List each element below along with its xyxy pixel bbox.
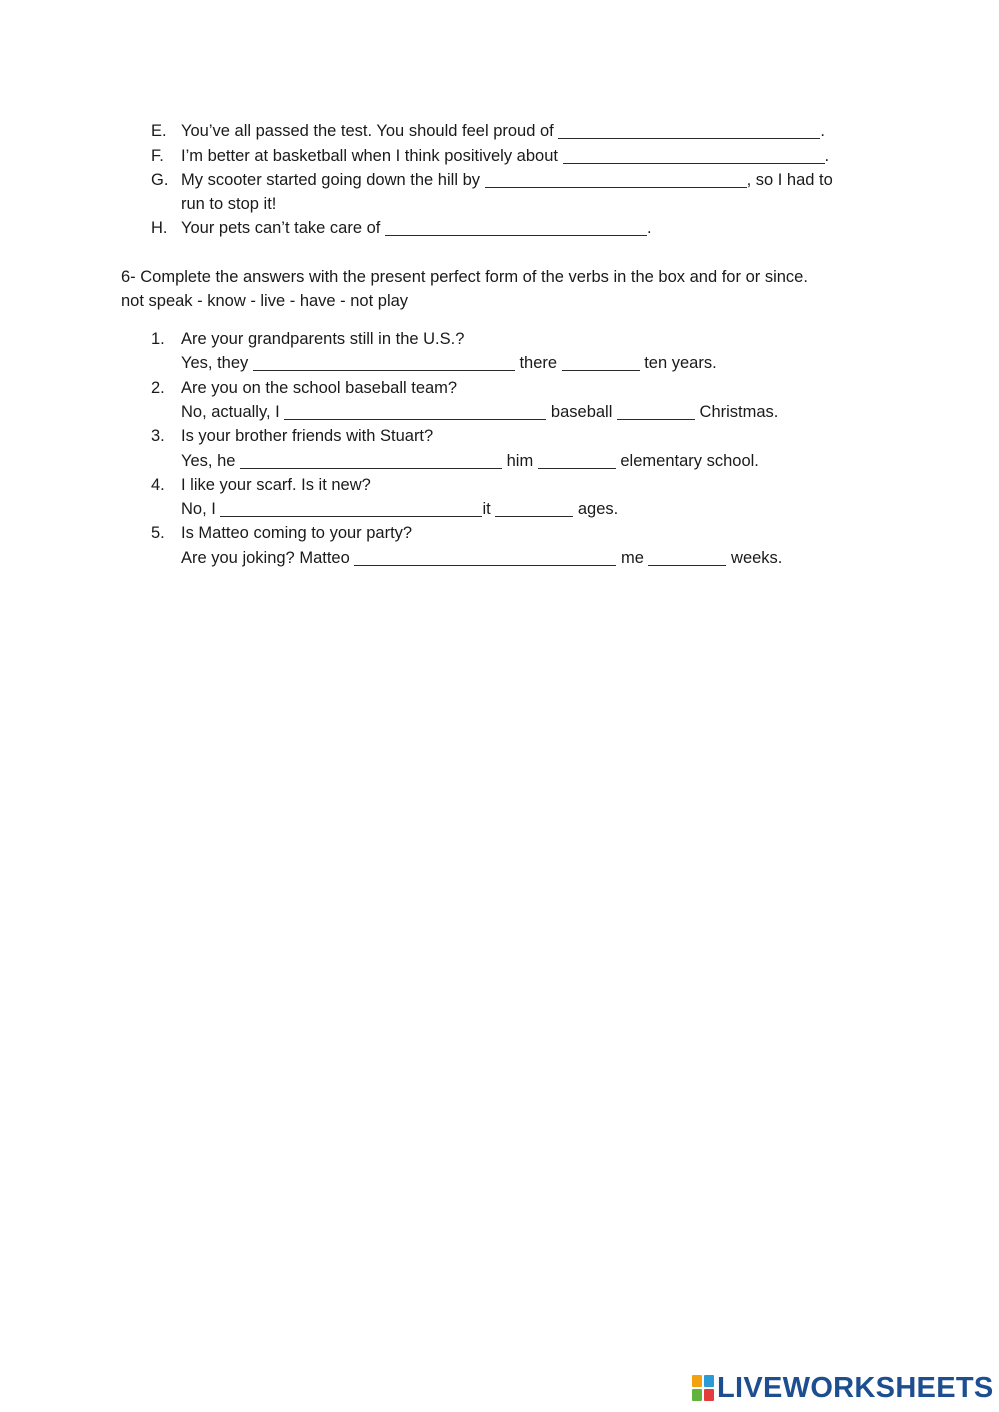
sentence-text: I’m better at basketball when I think positively about <box>181 147 563 165</box>
item-marker: E. <box>151 122 167 140</box>
exercise6-instruction: 6- Complete the answers with the present perfect form of the verbs in the box and for or since. <box>121 268 808 286</box>
answer-text: ages. <box>573 500 619 518</box>
answer-text: him <box>502 452 538 470</box>
for-since-blank[interactable] <box>562 356 640 371</box>
logo-square-orange <box>692 1375 702 1387</box>
answer-text: it <box>482 500 496 518</box>
answer-text: Are you joking? Matteo <box>181 549 355 567</box>
item-marker: F. <box>151 147 164 165</box>
sentence-text: My scooter started going down the hill by <box>181 171 485 189</box>
answer-text: No, actually, I <box>181 403 285 421</box>
item-marker: H. <box>151 219 168 237</box>
answer-text: there <box>514 354 562 372</box>
item-marker: 4. <box>151 476 165 494</box>
for-since-blank[interactable] <box>648 551 726 566</box>
for-since-blank[interactable] <box>617 405 695 420</box>
question-text: Is your brother friends with Stuart? <box>181 427 434 445</box>
sentence-text: You’ve all passed the test. You should feel proud of <box>181 122 559 140</box>
answer-blank[interactable] <box>385 221 647 236</box>
answer-text: Yes, he <box>181 452 241 470</box>
question-text: Are your grandparents still in the U.S.? <box>181 330 465 348</box>
answer-text: Yes, they <box>181 354 253 372</box>
answer-text: me <box>616 549 649 567</box>
logo-square-green <box>692 1389 702 1401</box>
liveworksheets-logo <box>692 1370 994 1406</box>
item-marker: 2. <box>151 379 165 397</box>
word-box: not speak - know - live - have - not play <box>121 292 409 310</box>
sentence-text: . <box>824 147 830 165</box>
answer-blank[interactable] <box>563 149 825 164</box>
answer-blank[interactable] <box>485 173 747 188</box>
answer-text: ten years. <box>639 354 717 372</box>
question-text: Is Matteo coming to your party? <box>181 524 413 542</box>
sentence-text: . <box>820 122 825 140</box>
answer-text: weeks. <box>726 549 783 567</box>
for-since-blank[interactable] <box>538 454 616 469</box>
item-marker: 1. <box>151 330 165 348</box>
logo-text: LIVEWORKSHEETS <box>717 1371 994 1404</box>
sentence-text: run to stop it! <box>181 195 277 213</box>
verb-blank[interactable] <box>240 454 502 469</box>
sentence-text: , so I had to <box>746 171 833 189</box>
item-marker: 5. <box>151 524 165 542</box>
question-text: I like your scarf. Is it new? <box>181 476 371 494</box>
item-marker: G. <box>151 171 169 189</box>
answer-text: elementary school. <box>615 452 759 470</box>
answer-blank[interactable] <box>558 124 820 139</box>
answer-text: No, I <box>181 500 221 518</box>
verb-blank[interactable] <box>354 551 616 566</box>
logo-square-blue <box>704 1375 714 1387</box>
verb-blank[interactable] <box>220 502 482 517</box>
sentence-text: . <box>646 219 652 237</box>
item-marker: 3. <box>151 427 165 445</box>
logo-square-red <box>704 1389 714 1401</box>
answer-text: Christmas. <box>694 403 779 421</box>
sentence-text: Your pets can’t take care of <box>181 219 385 237</box>
verb-blank[interactable] <box>253 356 515 371</box>
question-text: Are you on the school baseball team? <box>181 379 458 397</box>
verb-blank[interactable] <box>284 405 546 420</box>
liveworksheets-logo-icon <box>692 1375 714 1401</box>
answer-text: baseball <box>546 403 617 421</box>
for-since-blank[interactable] <box>495 502 573 517</box>
